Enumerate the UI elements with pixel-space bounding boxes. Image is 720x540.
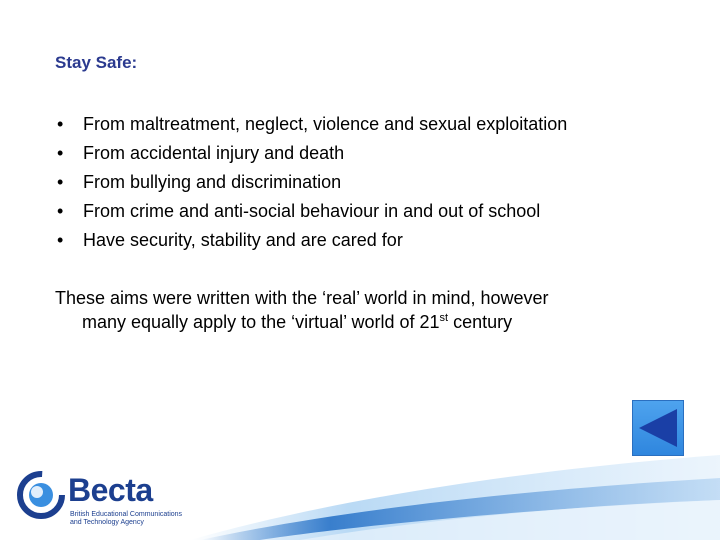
bullet-symbol: •: [57, 172, 64, 192]
slide-heading: Stay Safe:: [55, 53, 138, 72]
list-item: • From crime and anti-social behaviour in and out of school: [57, 201, 541, 221]
list-item: • From maltreatment, neglect, violence and sexual exploitation: [57, 114, 568, 134]
logo-wordmark: Becta: [68, 472, 153, 508]
bullet-symbol: •: [57, 114, 64, 134]
bullet-list: [55, 112, 567, 257]
bullet-symbol: •: [57, 201, 64, 221]
paragraph-line-2: many equally apply to the ‘virtual’ world of 21st century: [82, 312, 513, 332]
note-paragraph: [55, 286, 655, 334]
becta-swirl-icon: [16, 470, 66, 520]
list-item: • From accidental injury and death: [57, 143, 345, 163]
list-item: • From bullying and discrimination: [57, 172, 342, 192]
bullet-symbol: •: [57, 143, 64, 163]
paragraph-line-1: These aims were written with the ‘real’ world in mind, however: [55, 288, 549, 308]
triangle-left-icon: [633, 401, 683, 455]
becta-logo: [16, 468, 206, 532]
list-item: • Have security, stability and are cared for: [57, 230, 403, 250]
back-button[interactable]: [632, 400, 684, 456]
bullet-symbol: •: [57, 230, 64, 250]
logo-subtitle: British Educational Communications and Technology Agency: [70, 511, 183, 526]
